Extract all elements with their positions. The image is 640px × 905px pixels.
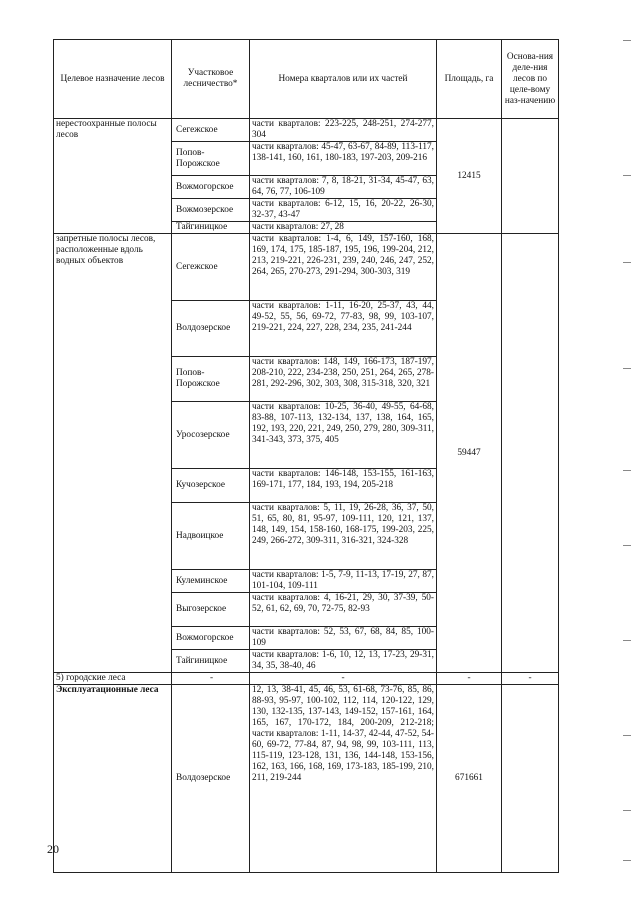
district-cell: Кучозерское — [172, 469, 250, 503]
area-cell: 12415 — [437, 119, 502, 234]
header-area: Площадь, га — [437, 40, 502, 119]
scan-edge-mark — [623, 735, 631, 736]
scan-edge-mark — [623, 40, 631, 41]
area-cell: 671661 — [437, 685, 502, 873]
header-basis: Основа-ния деле-ния лесов по целе-вому наз-начению — [502, 40, 559, 119]
quarters-cell: части кварталов: 5, 11, 19, 26-28, 36, 37, 50, 51, 65, 80, 81, 95-97, 109-111, 120, 121, 137, 148, 149, 154, 158-160, 168-175, 199-203, 225, 249, 266-272, 309-311, 316-321, 324-328 — [250, 503, 437, 570]
district-cell: Попов-Порожское — [172, 357, 250, 402]
district-cell: Сегежское — [172, 234, 250, 301]
quarters-cell: части кварталов: 52, 53, 67, 68, 84, 85, 100-109 — [250, 627, 437, 650]
purpose-cell: запретные полосы лесов, расположенные вдоль водных объектов — [54, 234, 172, 673]
forest-purpose-table — [53, 39, 559, 873]
basis-cell — [502, 234, 559, 673]
scan-edge-mark — [623, 368, 631, 369]
basis-cell: - — [502, 673, 559, 685]
district-cell: Тайгиницкое — [172, 650, 250, 673]
district-cell: Тайгиницкое — [172, 222, 250, 234]
purpose-cell: Эксплуатационные леса — [54, 685, 172, 873]
district-cell: Вожмогорское — [172, 176, 250, 199]
basis-cell — [502, 685, 559, 873]
district-cell: Вожмозерское — [172, 199, 250, 222]
purpose-cell: 5) городские леса — [54, 673, 172, 685]
scan-edge-mark — [623, 470, 631, 471]
table-row — [54, 119, 559, 142]
district-cell: Вожмогорское — [172, 627, 250, 650]
table-row — [54, 234, 559, 301]
quarters-cell: части кварталов: 7, 8, 18-21, 31-34, 45-47, 63, 64, 76, 77, 106-109 — [250, 176, 437, 199]
scan-edge-mark — [623, 262, 631, 263]
scan-edge-mark — [623, 810, 631, 811]
district-cell: Кулеминское — [172, 570, 250, 593]
scan-edge-mark — [623, 545, 631, 546]
quarters-cell: 12, 13, 38-41, 45, 46, 53, 61-68, 73-76, 85, 86, 88-93, 95-97, 100-102, 112, 114, 120-122, 129, 130, 132-135, 137-143, 149-152, 157-161, 164, 165, 167, 170-172, 184, 200-209, 212-218; части кварталов: 1-11, 14-37, 42-44, 47-52, 54-60, 69-72, 77-84, 87, 94, 98, 99, 103-111, 113, 115-119, 123-128, 131, 136, 144-148, 153-156, 162, 163, 166, 168, 169, 173-183, 185-199, 210, 211, 219-244 — [250, 685, 437, 873]
basis-cell — [502, 119, 559, 234]
district-cell: Волдозерское — [172, 301, 250, 357]
quarters-cell: части кварталов: 1-6, 10, 12, 13, 17-23, 29-31, 34, 35, 38-40, 46 — [250, 650, 437, 673]
header-purpose: Целевое назначение лесов — [54, 40, 172, 119]
quarters-cell: части кварталов: 10-25, 36-40, 49-55, 64-68, 83-88, 107-113, 132-134, 137, 138, 164, 165, 192, 193, 220, 221, 249, 250, 279, 280, 309-311, 341-343, 373, 375, 405 — [250, 402, 437, 469]
quarters-cell: части кварталов: 223-225, 248-251, 274-277, 304 — [250, 119, 437, 142]
scan-edge-mark — [623, 175, 631, 176]
district-cell: Попов-Порожское — [172, 142, 250, 176]
table-header-row — [54, 40, 559, 119]
quarters-cell: части кварталов: 1-5, 7-9, 11-13, 17-19, 27, 87, 101-104, 109-111 — [250, 570, 437, 593]
district-cell: Выгозерское — [172, 593, 250, 627]
district-cell: - — [172, 673, 250, 685]
quarters-cell: части кварталов: 146-148, 153-155, 161-163, 169-171, 177, 184, 193, 194, 205-218 — [250, 469, 437, 503]
scan-edge-mark — [623, 640, 631, 641]
purpose-cell: нерестоохранные полосы лесов — [54, 119, 172, 234]
table-row — [54, 685, 559, 873]
area-cell: - — [437, 673, 502, 685]
district-cell: Волдозерское — [172, 685, 250, 873]
quarters-cell: части кварталов: 148, 149, 166-173, 187-197, 208-210, 222, 234-238, 250, 251, 264, 265, 278-281, 292-296, 302, 303, 308, 315-318, 320, 321 — [250, 357, 437, 402]
quarters-cell: части кварталов: 45-47, 63-67, 84-89, 113-117, 138-141, 160, 161, 180-183, 197-203, 209-216 — [250, 142, 437, 176]
quarters-cell: части кварталов: 6-12, 15, 16, 20-22, 26-30, 32-37, 43-47 — [250, 199, 437, 222]
quarters-cell: - — [250, 673, 437, 685]
district-cell: Уросозерское — [172, 402, 250, 469]
table-body — [54, 119, 559, 873]
quarters-cell: части кварталов: 1-11, 16-20, 25-37, 43, 44, 49-52, 55, 56, 69-72, 77-83, 98, 99, 103-107, 219-221, 224, 227, 228, 234, 235, 241-244 — [250, 301, 437, 357]
header-quarters: Номера кварталов или их частей — [250, 40, 437, 119]
scan-edge-mark — [623, 860, 631, 861]
area-cell: 59447 — [437, 234, 502, 673]
table-row — [54, 673, 559, 685]
quarters-cell: части кварталов: 4, 16-21, 29, 30, 37-39, 50-52, 61, 62, 69, 70, 72-75, 82-93 — [250, 593, 437, 627]
page-number: 20 — [47, 842, 59, 856]
district-cell: Сегежское — [172, 119, 250, 142]
district-cell: Надвоицкое — [172, 503, 250, 570]
quarters-cell: части кварталов: 1-4, 6, 149, 157-160, 168, 169, 174, 175, 185-187, 195, 196, 199-204, 212, 213, 219-221, 226-231, 239, 240, 246, 247, 252, 264, 265, 270-273, 291-294, 300-303, 319 — [250, 234, 437, 301]
quarters-cell: части кварталов: 27, 28 — [250, 222, 437, 234]
header-district: Участковое лесничество* — [172, 40, 250, 119]
